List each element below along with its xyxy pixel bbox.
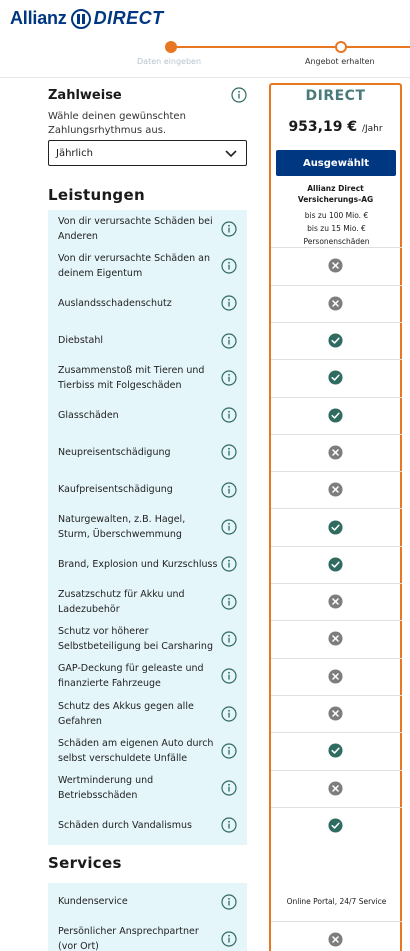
feature-label: GAP-Deckung für geleaste und finanzierte Fahrzeuge bbox=[58, 663, 204, 690]
row-divider bbox=[271, 770, 402, 771]
chevron-down-icon bbox=[223, 145, 239, 164]
coverage-value-line: Personenschäden bbox=[303, 237, 370, 247]
check-icon bbox=[328, 743, 343, 758]
row-divider bbox=[271, 620, 402, 621]
check-icon bbox=[328, 818, 343, 833]
feature-label: Zusammenstoß mit Tieren und Tierbiss mit Folgeschäden bbox=[58, 364, 205, 391]
coverage-value-line: Online Portal, 24/7 Service bbox=[286, 897, 387, 907]
coverage-value-lines bbox=[303, 209, 369, 248]
offer-price bbox=[269, 119, 402, 135]
info-icon[interactable] bbox=[221, 258, 237, 274]
feature-label: Wertminderung und Betriebsschäden bbox=[58, 775, 154, 802]
info-icon[interactable] bbox=[221, 817, 237, 833]
row-divider bbox=[271, 397, 402, 398]
cross-icon bbox=[328, 594, 343, 609]
row-divider bbox=[271, 732, 402, 733]
logo-product-text: DIRECT bbox=[93, 8, 164, 28]
logo-brand-text: Allianz bbox=[10, 8, 67, 28]
feature-label: Naturgewalten, z.B. Hagel, Sturm, Überschwemmung bbox=[58, 514, 186, 541]
info-icon[interactable] bbox=[221, 743, 237, 759]
info-icon[interactable] bbox=[221, 780, 237, 796]
row-divider bbox=[271, 658, 402, 659]
feature-label: Neupreisentschädigung bbox=[58, 446, 171, 458]
info-icon[interactable] bbox=[221, 221, 237, 237]
info-icon[interactable] bbox=[221, 931, 237, 947]
info-icon[interactable] bbox=[221, 444, 237, 460]
feature-label: Kaufpreisentschädigung bbox=[58, 484, 173, 496]
services-title: Services bbox=[48, 854, 122, 872]
check-icon bbox=[328, 520, 343, 535]
info-icon[interactable] bbox=[221, 594, 237, 610]
row-divider bbox=[271, 285, 402, 286]
progress-line-end bbox=[346, 46, 410, 48]
feature-label: Persönlicher Ansprechpartner (vor Ort) bbox=[58, 926, 199, 951]
payment-frequency-select[interactable] bbox=[48, 140, 247, 166]
coverage-value-line: bis zu 15 Mio. € bbox=[307, 224, 366, 234]
cross-icon bbox=[328, 631, 343, 646]
coverage-value bbox=[271, 210, 402, 247]
payment-description: Wähle deinen gewünschten Zahlungsrhythmus aus. bbox=[48, 111, 186, 136]
feature-label: Kundenservice bbox=[58, 896, 128, 908]
allianz-direct-logo[interactable] bbox=[10, 8, 164, 29]
row-divider bbox=[271, 807, 402, 808]
row-divider bbox=[271, 471, 402, 472]
offer-company-line: Versicherungs-AG bbox=[297, 195, 374, 204]
check-icon bbox=[328, 557, 343, 572]
row-divider bbox=[271, 359, 402, 360]
feature-label: Schutz vor höherer Selbstbeteiligung bei Carsharing bbox=[58, 625, 213, 652]
cross-icon bbox=[328, 445, 343, 460]
offer-name: DIRECT bbox=[305, 88, 366, 104]
info-icon[interactable] bbox=[221, 482, 237, 498]
info-icon[interactable] bbox=[221, 556, 237, 572]
info-icon[interactable] bbox=[221, 631, 237, 647]
row-divider bbox=[271, 921, 402, 922]
info-icon[interactable] bbox=[221, 370, 237, 386]
check-icon bbox=[328, 408, 343, 423]
step-2-label: Angebot erhalten bbox=[305, 57, 375, 66]
feature-label: Schäden am eigenen Auto durch selbst verschuldete Unfälle bbox=[58, 737, 214, 764]
row-divider bbox=[271, 322, 402, 323]
offer-company-line: Allianz Direct bbox=[307, 184, 364, 193]
feature-label: Von dir verursachte Schäden bei Anderen bbox=[58, 215, 213, 242]
cross-icon bbox=[328, 258, 343, 273]
row-divider bbox=[271, 508, 402, 509]
step-1-label: Daten eingeben bbox=[137, 57, 202, 66]
step-2-ring bbox=[335, 41, 347, 53]
feature-label: Zusatzschutz für Akku und Ladezubehör bbox=[58, 588, 185, 615]
payment-frequency-value: Jährlich bbox=[56, 147, 93, 159]
row-divider bbox=[271, 434, 402, 435]
row-divider bbox=[271, 695, 402, 696]
cross-icon bbox=[328, 669, 343, 684]
offer-company bbox=[269, 183, 402, 205]
cross-icon bbox=[328, 932, 343, 947]
cross-icon bbox=[328, 482, 343, 497]
feature-label: Schutz des Akkus gegen alle Gefahren bbox=[58, 700, 194, 727]
cross-icon bbox=[328, 706, 343, 721]
info-icon[interactable] bbox=[221, 894, 237, 910]
offer-price-amount: 953,19 € bbox=[288, 119, 358, 135]
selected-button[interactable]: Ausgewählt bbox=[276, 150, 396, 176]
step-1-dot bbox=[165, 41, 177, 53]
feature-label: Diebstahl bbox=[58, 335, 103, 347]
feature-label: Schäden durch Vandalismus bbox=[58, 819, 192, 831]
info-icon[interactable] bbox=[221, 519, 237, 535]
coverage-value bbox=[271, 883, 402, 921]
row-divider bbox=[271, 583, 402, 584]
row-divider bbox=[271, 247, 402, 248]
header bbox=[0, 0, 410, 78]
coverage-value-line: bis zu 100 Mio. € bbox=[304, 211, 369, 221]
info-icon[interactable] bbox=[221, 668, 237, 684]
info-icon[interactable] bbox=[221, 407, 237, 423]
progress-line bbox=[170, 46, 340, 48]
cross-icon bbox=[328, 781, 343, 796]
feature-label: Brand, Explosion und Kurzschluss bbox=[58, 558, 218, 570]
info-icon[interactable] bbox=[221, 706, 237, 722]
coverage-value-lines bbox=[287, 895, 387, 908]
feature-label: Von dir verursachte Schäden an deinem Eigentum bbox=[58, 252, 210, 279]
payment-title: Zahlweise bbox=[48, 88, 122, 103]
cross-icon bbox=[328, 296, 343, 311]
feature-label: Glasschäden bbox=[58, 409, 119, 421]
row-divider bbox=[271, 546, 402, 547]
offer-price-unit: /Jahr bbox=[361, 124, 383, 134]
info-icon[interactable] bbox=[231, 87, 247, 103]
feature-label: Auslandsschadenschutz bbox=[58, 297, 172, 309]
allianz-logo-icon bbox=[71, 9, 91, 29]
check-icon bbox=[328, 370, 343, 385]
leistungen-title: Leistungen bbox=[48, 186, 145, 204]
check-icon bbox=[328, 333, 343, 348]
info-icon[interactable] bbox=[221, 333, 237, 349]
info-icon[interactable] bbox=[221, 295, 237, 311]
